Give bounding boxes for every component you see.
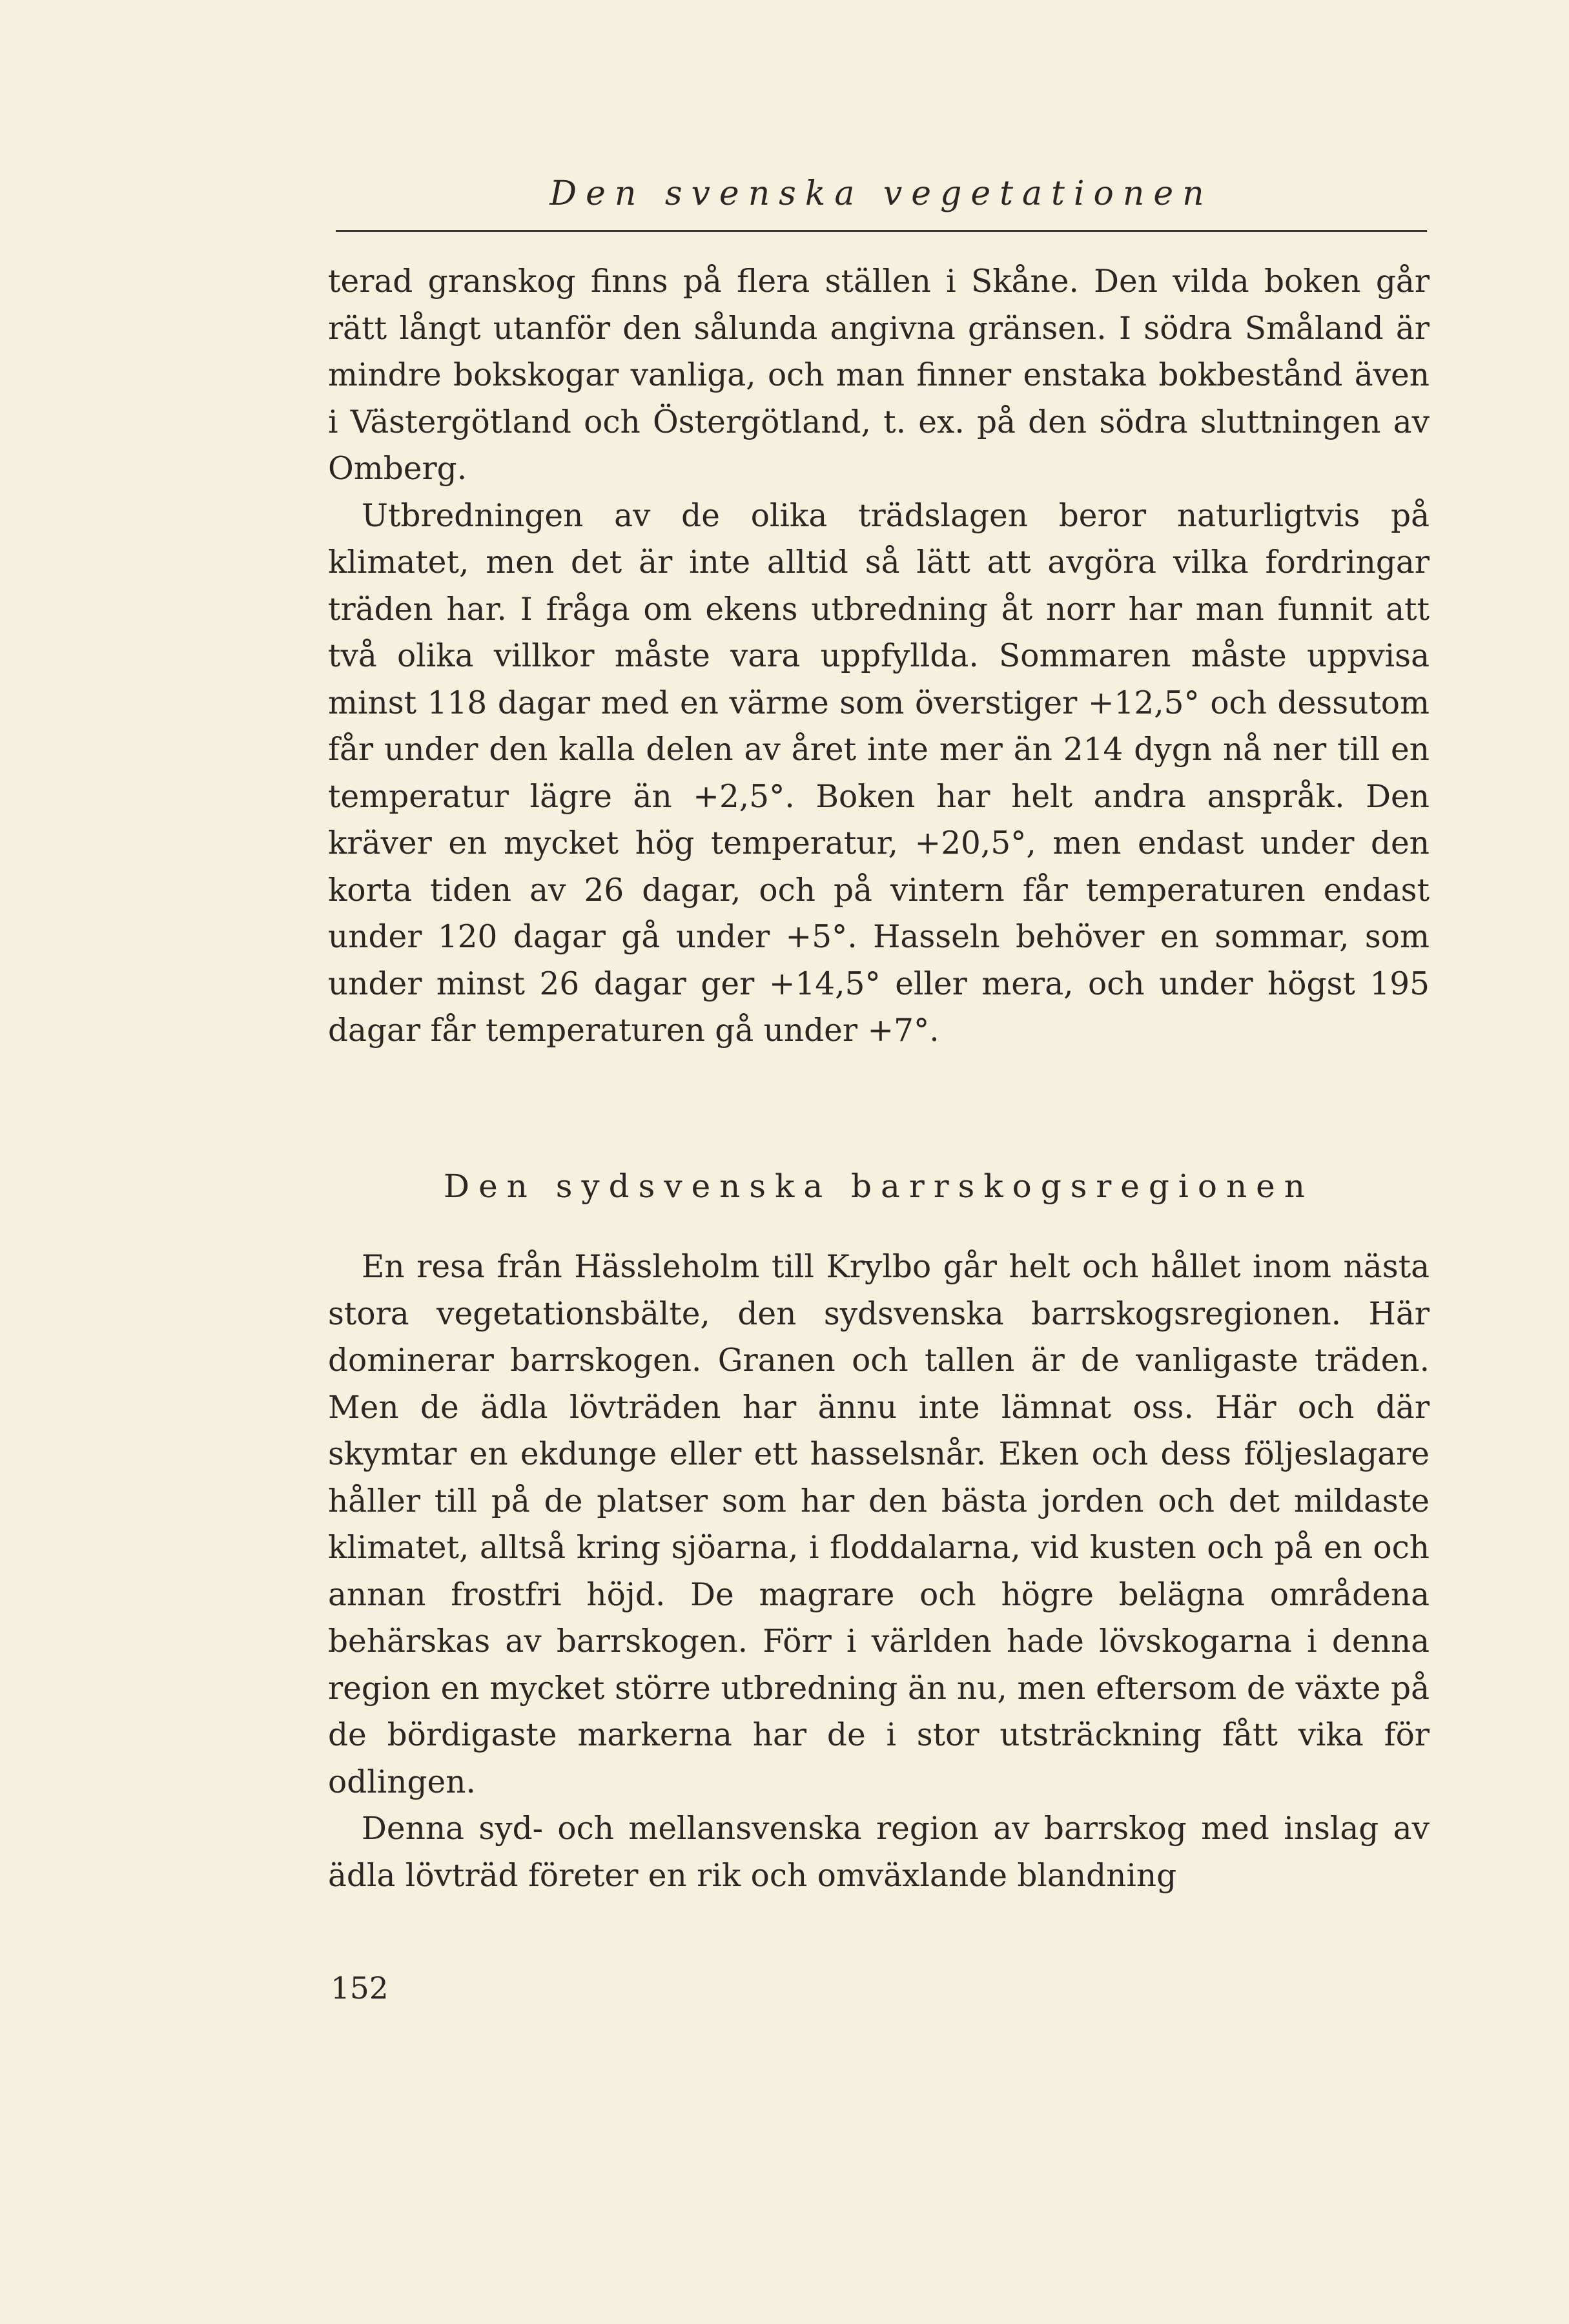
- paragraph-region-continued: Denna syd- och mellansvenska region av barrskog med inslag av ädla lövträd företer en rik och omväxlande blandning: [328, 1811, 1430, 1894]
- paragraph-continuation: terad granskog finns på flera ställen i Skåne. Den vilda boken går rätt långt utanför den sålunda angivna gränsen. I södra Småland är mindre bokskogar vanliga, och man finner enstaka bokbestånd även i Västergötland och Östergötland, t. ex. på den södra sluttningen av Omberg.: [328, 263, 1430, 487]
- body-text-top: [328, 258, 1430, 1054]
- body-text-section: [328, 1244, 1430, 1899]
- section-heading: Den sydsvenska barrskogsregionen: [444, 1167, 1314, 1205]
- paragraph-region: En resa från Hässleholm till Krylbo går helt och hållet inom nästa stora vegetationsbälte, den sydsvenska barrskogsregionen. Här dominerar barrskogen. Granen och tallen är de vanligaste träden. Men de ädla lövträden har ännu inte lämnat oss. Här och där skymtar en ekdunge eller ett hasselsnår. Eken och dess följeslagare håller till på de platser som har den bästa jorden och det mildaste klimatet, alltså kring sjöarna, i floddalarna, vid kusten och på en och annan frostfri höjd. De magrare och högre belägna områdena behärskas av barrskogen. Förr i världen hade lövskogarna i denna region en mycket större utbredning än nu, men eftersom de växte på de bördigaste markerna har de i stor utsträckning fått vika för odlingen.: [328, 1249, 1430, 1800]
- paragraph-climate: Utbredningen av de olika trädslagen beror naturligtvis på klimatet, men det är inte alltid så lätt att avgöra vilka fordringar träden har. I fråga om ekens utbredning åt norr har man funnit att två olika villkor måste vara uppfyllda. Sommaren måste uppvisa minst 118 dagar med en värme som överstiger +12,5° och dessutom får under den kalla delen av året inte mer än 214 dygn nå ner till en temperatur lägre än +2,5°. Boken har helt andra anspråk. Den kräver en mycket hög temperatur, +20,5°, men endast under den korta tiden av 26 dagar, och på vintern får temperaturen endast under 120 dagar gå under +5°. Hasseln behöver en sommar, som under minst 26 dagar ger +14,5° eller mera, och under högst 195 dagar får temperaturen gå under +7°.: [328, 497, 1430, 1049]
- page-number: 152: [331, 1971, 389, 2006]
- running-header: Den svenska vegetationen: [549, 174, 1213, 213]
- header-rule: [336, 230, 1427, 232]
